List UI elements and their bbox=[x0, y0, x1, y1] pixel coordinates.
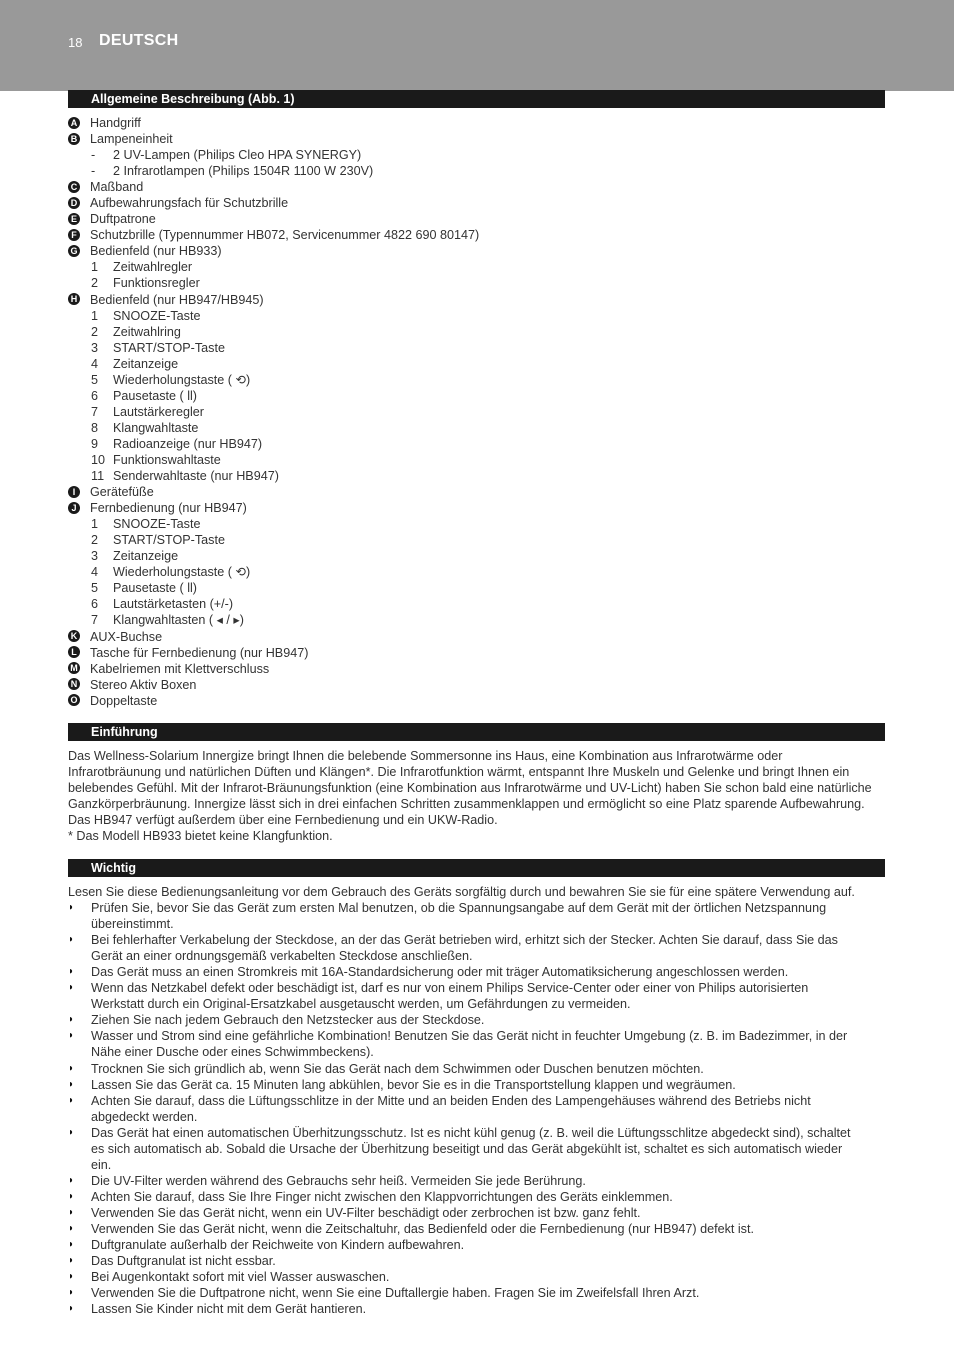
sub-item-number: 10 bbox=[91, 452, 106, 467]
part-letter-badge: K bbox=[68, 630, 80, 642]
part-letter-badge: N bbox=[68, 678, 80, 690]
bullet-text-line: Das Gerät hat einen automatischen Überhitzungsschutz. Ist es nicht kühl genug (z. B. weil die Lüftungsschlitze abgedeckt sind), schaltet bbox=[91, 1125, 851, 1140]
sub-item-dash: - bbox=[91, 164, 96, 179]
bullet-marker-icon: ◗ bbox=[68, 1126, 75, 1138]
sub-item-number: 2 bbox=[91, 324, 99, 339]
part-label: 2 UV-Lampen (Philips Cleo HPA SYNERGY) bbox=[113, 148, 362, 163]
part-label: Aufbewahrungsfach für Schutzbrille bbox=[90, 196, 289, 211]
safety-bullet-item bbox=[68, 1301, 888, 1317]
sub-item-number: 1 bbox=[91, 517, 99, 532]
sub-item-dash: - bbox=[91, 148, 96, 163]
bullet-marker-icon: ◗ bbox=[68, 902, 75, 914]
part-label: Klangwahltaste bbox=[113, 420, 199, 435]
parts-list-item bbox=[68, 548, 888, 564]
intro-paragraph bbox=[68, 748, 888, 844]
sub-item-number: 11 bbox=[91, 469, 105, 484]
parts-list-item bbox=[68, 147, 888, 163]
part-letter-badge: G bbox=[68, 245, 80, 257]
part-label: Gerätefüße bbox=[90, 485, 154, 500]
bullet-text-line: Das Gerät muss an einen Stromkreis mit 16A-Standardsicherung oder mit träger Automatiksicherung angeschlossen werden. bbox=[91, 965, 789, 980]
part-letter-badge: D bbox=[68, 197, 80, 209]
bullet-text-line: Prüfen Sie, bevor Sie das Gerät zum ersten Mal benutzen, ob die Spannungsangabe auf dem Gerät mit der örtlichen Netzspannung bbox=[91, 901, 827, 916]
intro-line: * Das Modell HB933 bietet keine Klangfunktion. bbox=[68, 829, 333, 844]
bullet-marker-icon: ◗ bbox=[68, 1271, 75, 1283]
safety-bullet-item bbox=[68, 1205, 888, 1221]
parts-list-item bbox=[68, 516, 888, 532]
bullet-text-line: Achten Sie darauf, dass Sie Ihre Finger nicht zwischen den Klappvorrichtungen des Geräts einklemmen. bbox=[91, 1189, 673, 1204]
parts-list-item bbox=[68, 532, 888, 548]
part-label: Radioanzeige (nur HB947) bbox=[113, 436, 263, 451]
intro-line: Das HB947 verfügt außerdem über eine Fernbedienung und ein UKW-Radio. bbox=[68, 813, 498, 828]
part-label: Zeitwahlring bbox=[113, 324, 181, 339]
parts-list-item bbox=[68, 292, 888, 308]
bullet-text-line: es sich automatisch ab. Sobald die Ursache der Überhitzung beseitigt und das Gerät abgekühlt ist, schaltet es sich automatisch wieder bbox=[91, 1141, 843, 1156]
part-letter-badge: O bbox=[68, 694, 80, 706]
sub-item-number: 7 bbox=[91, 404, 99, 419]
safety-bullet-item bbox=[68, 1077, 888, 1093]
part-label: START/STOP-Taste bbox=[113, 533, 225, 548]
bullet-marker-icon: ◗ bbox=[68, 1174, 75, 1186]
page-number: 18 bbox=[68, 35, 83, 50]
sub-item-number: 4 bbox=[91, 356, 99, 371]
bullet-marker-icon: ◗ bbox=[68, 1222, 75, 1234]
parts-list-item bbox=[68, 436, 888, 452]
parts-list-item bbox=[68, 243, 888, 259]
part-label: Schutzbrille (Typennummer HB072, Servicenummer 4822 690 80147) bbox=[90, 228, 480, 243]
part-label: Duftpatrone bbox=[90, 212, 156, 227]
sub-item-number: 2 bbox=[91, 533, 99, 548]
bullet-text-line: Die UV-Filter werden während des Gebrauchs sehr heiß. Vermeiden Sie jede Berührung. bbox=[91, 1173, 586, 1188]
parts-list-item bbox=[68, 227, 888, 243]
safety-bullet-item bbox=[68, 980, 888, 1012]
safety-bullet-item bbox=[68, 1028, 888, 1060]
parts-list-item bbox=[68, 404, 888, 420]
safety-bullet-list bbox=[68, 900, 888, 1317]
parts-list bbox=[68, 115, 888, 709]
language-heading: DEUTSCH bbox=[99, 32, 179, 49]
parts-list-item bbox=[68, 484, 888, 500]
part-label: Wiederholungstaste ( ⟲) bbox=[113, 372, 251, 387]
section-heading-intro: Einführung bbox=[68, 723, 885, 741]
part-label: Funktionsregler bbox=[113, 276, 200, 291]
parts-list-item bbox=[68, 564, 888, 580]
sub-item-number: 6 bbox=[91, 388, 99, 403]
bullet-text-line: abgedeckt werden. bbox=[91, 1109, 198, 1124]
sub-item-number: 5 bbox=[91, 581, 99, 596]
part-letter-badge: J bbox=[68, 502, 80, 514]
part-label: Zeitanzeige bbox=[113, 356, 179, 371]
intro-line: belebendes Gefühl. Mit der Infrarot-Bräunungsfunktion (eine Kombination aus Infrarotwärme und UV-Licht) haben Sie schon bald eine natürliche bbox=[68, 781, 872, 796]
bullet-text-line: Verwenden Sie die Duftpatrone nicht, wenn Sie eine Duftallergie haben. Fragen Sie im Zweifelsfall Ihren Arzt. bbox=[91, 1286, 700, 1301]
bullet-text-line: übereinstimmt. bbox=[91, 917, 174, 932]
bullet-marker-icon: ◗ bbox=[68, 1094, 75, 1106]
parts-list-item bbox=[68, 179, 888, 195]
safety-bullet-item bbox=[68, 1269, 888, 1285]
part-label: Lautstärketasten (+/-) bbox=[113, 597, 234, 612]
bullet-text-line: Wasser und Strom sind eine gefährliche Kombination! Benutzen Sie das Gerät nicht in feuchter Umgebung (z. B. im Badezimmer, in der bbox=[91, 1029, 848, 1044]
parts-list-item bbox=[68, 356, 888, 372]
parts-list-item bbox=[68, 388, 888, 404]
bullet-text-line: Lassen Sie das Gerät ca. 15 Minuten lang abkühlen, bevor Sie es in die Transportstellung klappen und wegräumen. bbox=[91, 1077, 736, 1092]
part-letter-badge: F bbox=[68, 229, 80, 241]
sub-item-number: 6 bbox=[91, 597, 99, 612]
part-label: SNOOZE-Taste bbox=[113, 517, 201, 532]
intro-line: Das Wellness-Solarium Innergize bringt Ihnen die belebende Sommersonne ins Haus, eine Kombination aus Infrarotwärme oder bbox=[68, 749, 783, 763]
bullet-marker-icon: ◗ bbox=[68, 1030, 75, 1042]
bullet-marker-icon: ◗ bbox=[68, 966, 75, 978]
safety-bullet-item bbox=[68, 1285, 888, 1301]
part-label: Lautstärkeregler bbox=[113, 404, 205, 419]
parts-list-item bbox=[68, 580, 888, 596]
part-label: Tasche für Fernbedienung (nur HB947) bbox=[90, 645, 309, 660]
part-letter-badge: L bbox=[68, 646, 80, 658]
bullet-text-line: Werkstatt durch ein Original-Ersatzkabel ausgetauscht werden, um Gefährdungen zu vermeiden. bbox=[91, 997, 631, 1012]
part-label: Zeitanzeige bbox=[113, 549, 179, 564]
part-label: Funktionswahltaste bbox=[113, 452, 221, 467]
part-label: Senderwahltaste (nur HB947) bbox=[113, 469, 279, 484]
bullet-marker-icon: ◗ bbox=[68, 1190, 75, 1202]
part-label: 2 Infrarotlampen (Philips 1504R 1100 W 230V) bbox=[113, 164, 374, 179]
parts-list-item bbox=[68, 452, 888, 468]
sub-item-number: 1 bbox=[91, 260, 99, 275]
bullet-text-line: Wenn das Netzkabel defekt oder beschädigt ist, darf es nur von einem Philips Service-Center oder einer von Philips autorisierten bbox=[91, 981, 809, 996]
bullet-text-line: Bei Augenkontakt sofort mit viel Wasser auswaschen. bbox=[91, 1270, 390, 1285]
part-letter-badge: H bbox=[68, 293, 80, 305]
safety-bullet-item bbox=[68, 1125, 888, 1173]
bullet-text-line: Verwenden Sie das Gerät nicht, wenn die Zeitschaltuhr, das Bedienfeld oder die Fernbedienung (nur HB947) defekt ist. bbox=[91, 1221, 754, 1236]
bullet-text-line: Achten Sie darauf, dass die Lüftungsschlitze in der Mitte und an beiden Enden des Lampengehäuses während des Betriebs nicht bbox=[91, 1093, 811, 1108]
bullet-text-line: Trocknen Sie sich gründlich ab, wenn Sie das Gerät nach dem Schwimmen oder Duschen benutzen möchten. bbox=[91, 1061, 704, 1076]
bullet-marker-icon: ◗ bbox=[68, 1303, 75, 1315]
intro-line: Infrarotbräunung und natürlichen Düften und Klängen*. Die Infrarotfunktion wärmt, entspannt Ihre Muskeln und Gelenke und bringt Ihnen ein bbox=[68, 765, 850, 780]
sub-item-number: 3 bbox=[91, 340, 99, 355]
parts-list-item bbox=[68, 629, 888, 645]
sub-item-number: 8 bbox=[91, 420, 99, 435]
parts-list-item bbox=[68, 308, 888, 324]
sub-item-number: 4 bbox=[91, 565, 99, 580]
bullet-marker-icon: ◗ bbox=[68, 1062, 75, 1074]
parts-list-item bbox=[68, 420, 888, 436]
parts-list-item bbox=[68, 340, 888, 356]
safety-bullet-item bbox=[68, 1221, 888, 1237]
bullet-text-line: Gerät an einer ordnungsgemäß verkabelten Steckdose anschließen. bbox=[91, 949, 473, 964]
bullet-marker-icon: ◗ bbox=[68, 982, 75, 994]
parts-list-item bbox=[68, 468, 888, 484]
bullet-marker-icon: ◗ bbox=[68, 1287, 75, 1299]
part-label: Maßband bbox=[90, 180, 144, 195]
sub-item-number: 2 bbox=[91, 276, 99, 291]
parts-list-item bbox=[68, 661, 888, 677]
parts-list-item bbox=[68, 211, 888, 227]
part-letter-badge: M bbox=[68, 662, 80, 674]
safety-bullet-item bbox=[68, 1012, 888, 1028]
part-label: Doppeltaste bbox=[90, 693, 158, 708]
safety-bullet-item bbox=[68, 1093, 888, 1125]
parts-list-item bbox=[68, 324, 888, 340]
sub-item-number: 9 bbox=[91, 436, 99, 451]
safety-bullet-item bbox=[68, 932, 888, 964]
sub-item-number: 7 bbox=[91, 613, 99, 628]
part-label: Klangwahltasten ( ◂ / ▸) bbox=[113, 613, 244, 628]
parts-list-item bbox=[68, 500, 888, 516]
bullet-text-line: Bei fehlerhafter Verkabelung der Steckdose, an der das Gerät betrieben wird, erhitzt sich der Stecker. Achten Sie darauf, dass Sie das bbox=[91, 933, 838, 948]
part-label: Pausetaste ( ll) bbox=[113, 388, 197, 403]
parts-list-item bbox=[68, 645, 888, 661]
parts-list-item bbox=[68, 131, 888, 147]
important-block bbox=[68, 884, 888, 1317]
parts-list-item bbox=[68, 275, 888, 291]
parts-list-item bbox=[68, 372, 888, 388]
parts-list-item bbox=[68, 596, 888, 612]
bullet-text-line: Nähe einer Dusche oder eines Schwimmbeckens). bbox=[91, 1045, 374, 1060]
part-label: Lampeneinheit bbox=[90, 132, 173, 147]
part-label: Fernbedienung (nur HB947) bbox=[90, 501, 247, 516]
part-label: Zeitwahlregler bbox=[113, 260, 193, 275]
part-label: Handgriff bbox=[90, 116, 141, 130]
part-label: Bedienfeld (nur HB947/HB945) bbox=[90, 292, 264, 307]
safety-bullet-item bbox=[68, 1173, 888, 1189]
bullet-marker-icon: ◗ bbox=[68, 1014, 75, 1026]
section-heading-overview: Allgemeine Beschreibung (Abb. 1) bbox=[68, 90, 885, 108]
parts-list-item bbox=[68, 677, 888, 693]
bullet-marker-icon: ◗ bbox=[68, 1239, 75, 1251]
important-intro-text: Lesen Sie diese Bedienungsanleitung vor dem Gebrauch des Geräts sorgfältig durch und bewahren Sie sie für eine spätere Verwendung auf. bbox=[68, 885, 855, 899]
safety-bullet-item bbox=[68, 1237, 888, 1253]
bullet-marker-icon: ◗ bbox=[68, 1206, 75, 1218]
part-letter-badge: E bbox=[68, 213, 80, 225]
part-label: AUX-Buchse bbox=[90, 629, 163, 644]
part-letter-badge: C bbox=[68, 181, 80, 193]
bullet-text-line: Lassen Sie Kinder nicht mit dem Gerät hantieren. bbox=[91, 1302, 367, 1317]
bullet-marker-icon: ◗ bbox=[68, 1255, 75, 1267]
bullet-marker-icon: ◗ bbox=[68, 934, 75, 946]
bullet-marker-icon: ◗ bbox=[68, 1078, 75, 1090]
bullet-text-line: Ziehen Sie nach jedem Gebrauch den Netzstecker aus der Steckdose. bbox=[91, 1013, 485, 1028]
sub-item-number: 3 bbox=[91, 549, 99, 564]
part-letter-badge: B bbox=[68, 133, 80, 145]
part-label: SNOOZE-Taste bbox=[113, 308, 201, 323]
safety-bullet-item bbox=[68, 1253, 888, 1269]
part-label: Kabelriemen mit Klettverschluss bbox=[90, 661, 270, 676]
section-heading-important: Wichtig bbox=[68, 859, 885, 877]
bullet-text-line: ein. bbox=[91, 1157, 112, 1172]
part-label: Bedienfeld (nur HB933) bbox=[90, 244, 222, 259]
bullet-text-line: Duftgranulate außerhalb der Reichweite von Kindern aufbewahren. bbox=[91, 1238, 465, 1253]
parts-list-item bbox=[68, 259, 888, 275]
parts-list-item bbox=[68, 163, 888, 179]
safety-bullet-item bbox=[68, 900, 888, 932]
sub-item-number: 5 bbox=[91, 372, 99, 387]
parts-list-item bbox=[68, 195, 888, 211]
sub-item-number: 1 bbox=[91, 308, 99, 323]
safety-bullet-item bbox=[68, 1189, 888, 1205]
part-label: Pausetaste ( ll) bbox=[113, 581, 197, 596]
part-letter-badge: A bbox=[68, 117, 80, 129]
bullet-text-line: Verwenden Sie das Gerät nicht, wenn ein UV-Filter beschädigt oder zerbrochen ist bzw. ganz fehlt. bbox=[91, 1205, 641, 1220]
part-label: Stereo Aktiv Boxen bbox=[90, 677, 197, 692]
parts-list-item bbox=[68, 693, 888, 709]
safety-bullet-item bbox=[68, 964, 888, 980]
page-header-bar bbox=[0, 0, 954, 91]
safety-bullet-item bbox=[68, 1061, 888, 1077]
parts-list-item bbox=[68, 115, 888, 131]
part-label: START/STOP-Taste bbox=[113, 340, 225, 355]
part-label: Wiederholungstaste ( ⟲) bbox=[113, 565, 251, 580]
parts-list-item bbox=[68, 612, 888, 628]
intro-line: Ganzkörperbräunung. Innergize lässt sich in drei einfachen Schritten zusammenklappen und ermöglicht so eine Platz sparende Aufbewahrung. bbox=[68, 797, 865, 812]
part-letter-badge: I bbox=[68, 486, 80, 498]
bullet-text-line: Das Duftgranulat ist nicht essbar. bbox=[91, 1254, 276, 1269]
